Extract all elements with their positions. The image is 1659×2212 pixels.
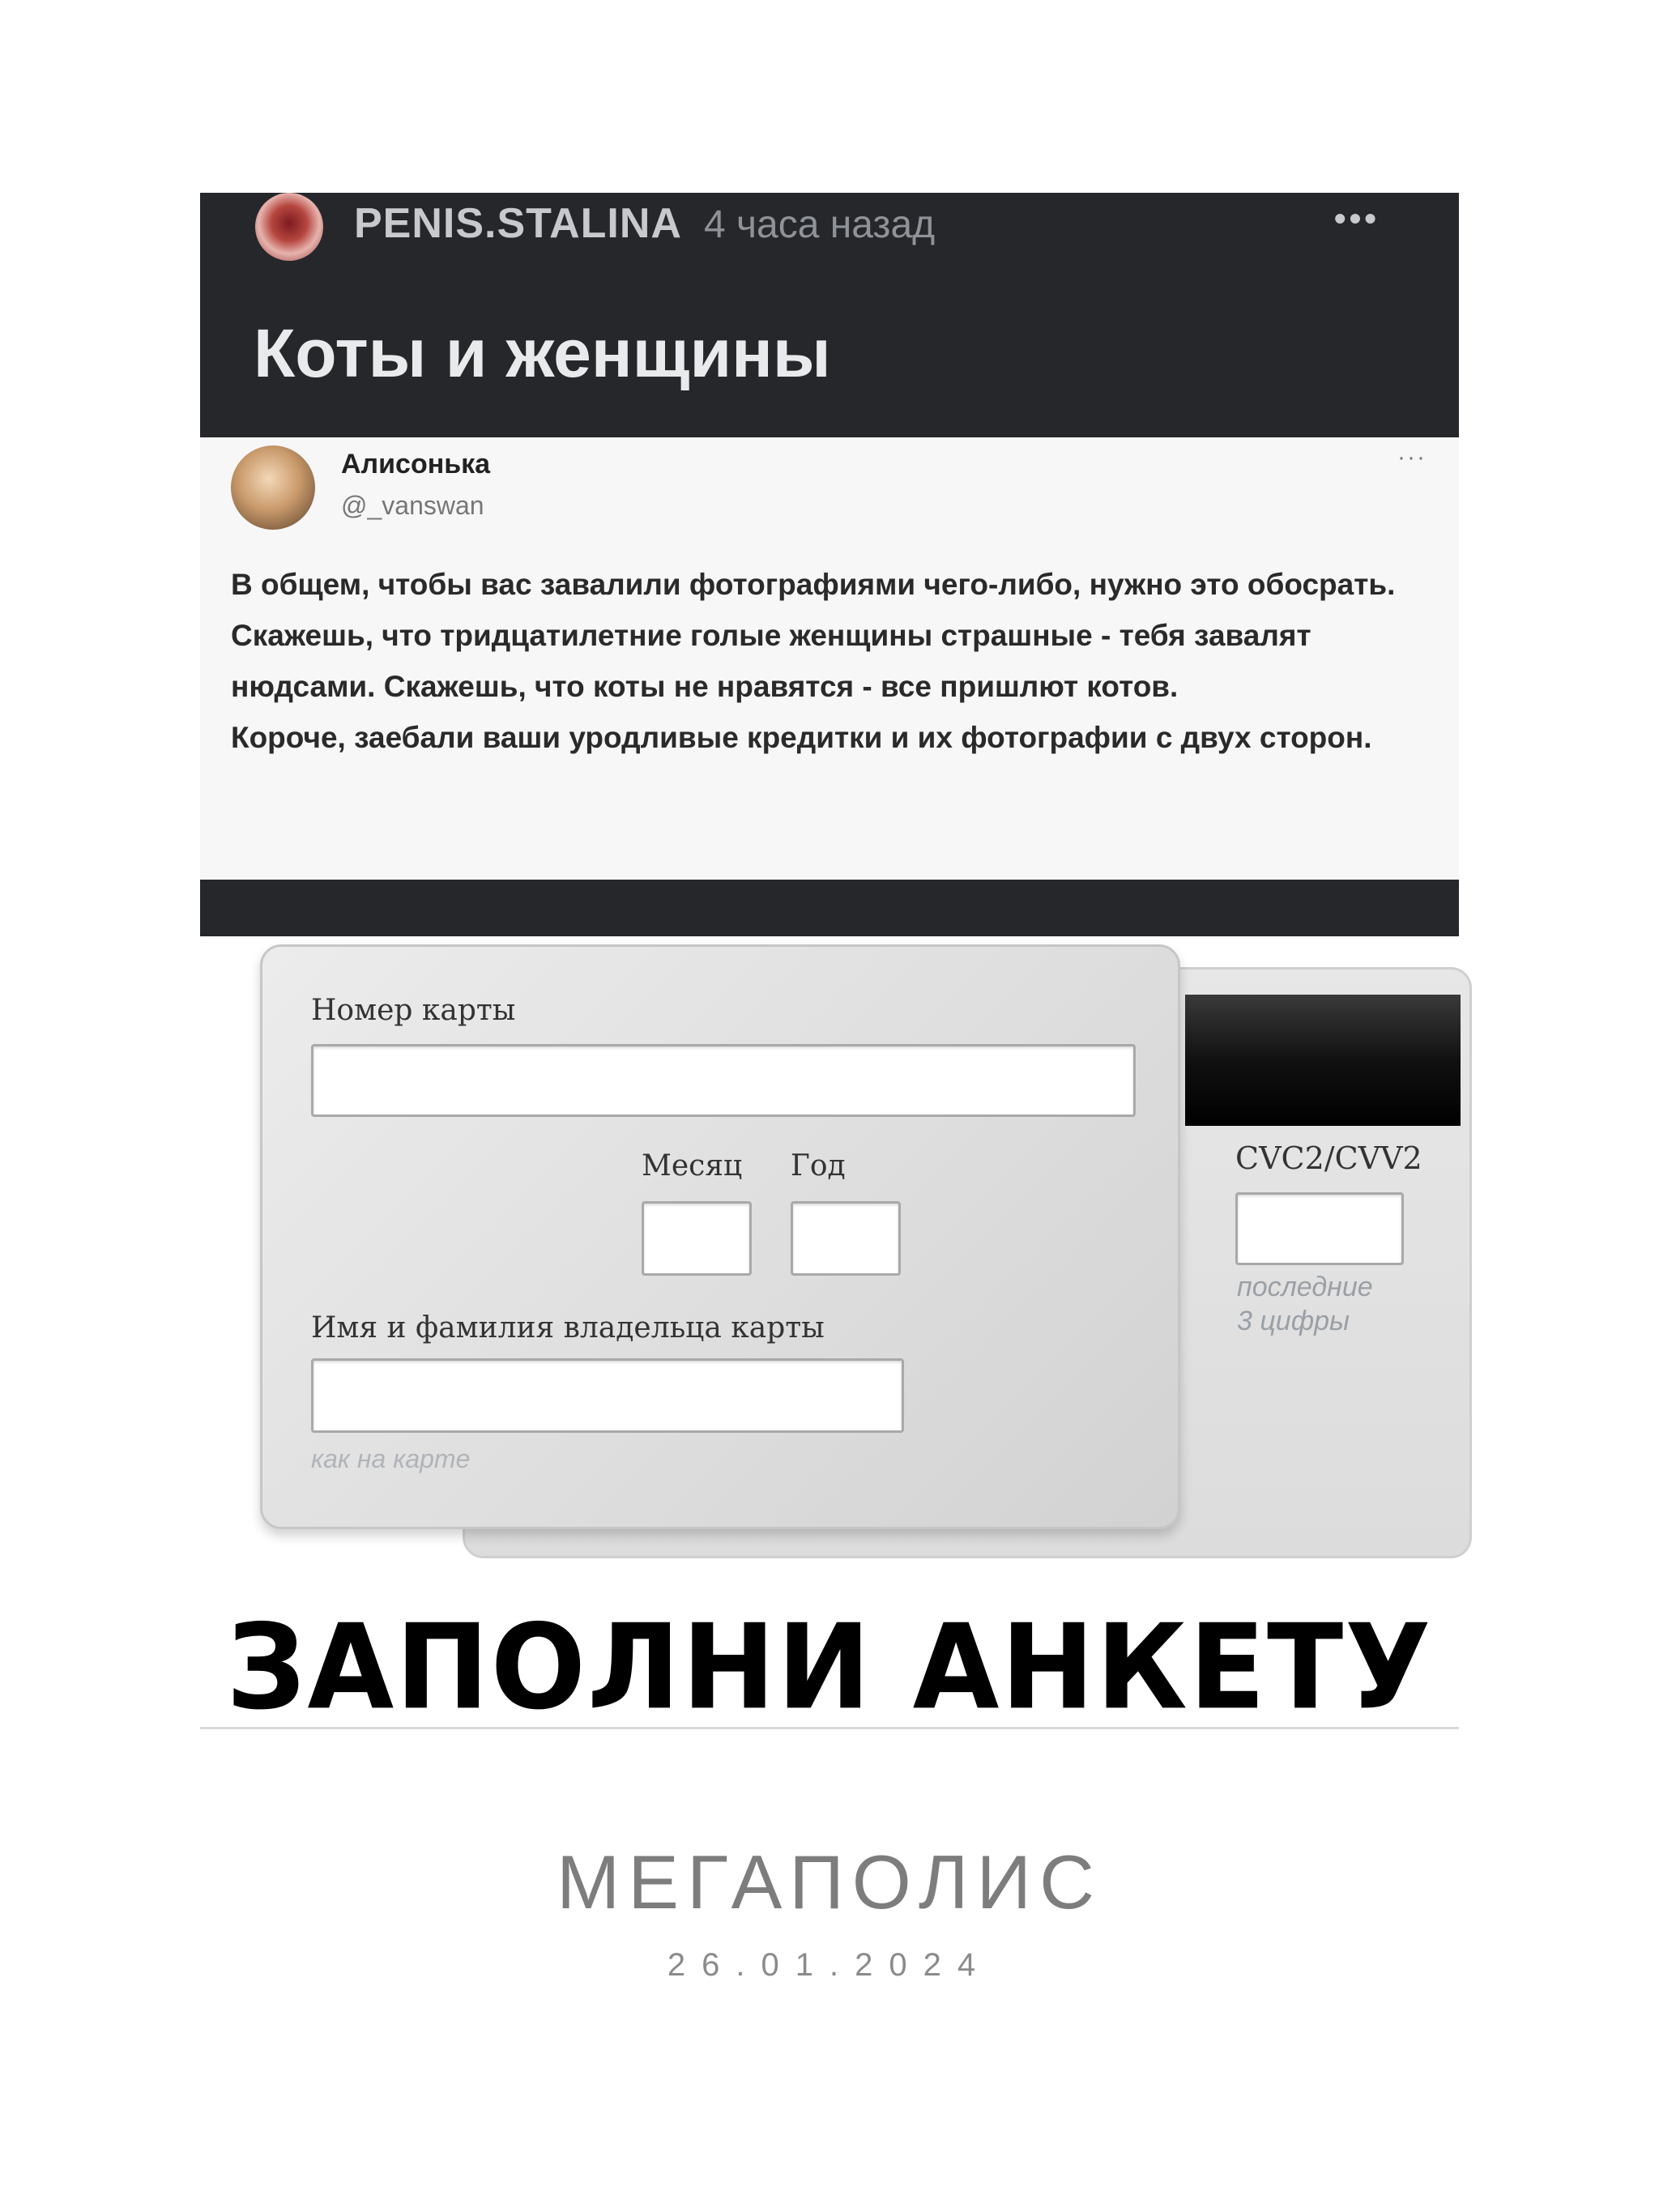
cvc-label: CVC2/CVV2 (1235, 1140, 1422, 1176)
cvc-hint: последние 3 цифры (1237, 1272, 1373, 1336)
year-field (791, 1201, 901, 1276)
magnetic-stripe (1185, 995, 1461, 1126)
tweet-author-handle: @_vanswan (341, 491, 484, 520)
tweet-more-icon: ··· (1397, 444, 1427, 471)
post-header (200, 193, 1459, 437)
meme-image (200, 193, 1459, 1737)
tweet-screenshot (200, 437, 1459, 880)
card-form-image (200, 936, 1459, 1591)
author-avatar[interactable] (255, 193, 323, 261)
post-timestamp: 4 часа назад (704, 203, 936, 246)
holder-hint: как на карте (311, 1444, 471, 1473)
year-label: Год (791, 1149, 846, 1183)
holder-label: Имя и фамилия владельца карты (311, 1311, 825, 1345)
card-number-label: Номер карты (311, 994, 516, 1027)
tweet-author-name: Алисонька (341, 449, 491, 479)
card-front (260, 944, 1180, 1529)
month-field (642, 1201, 752, 1276)
footer-brand: МЕГАПОЛИС (556, 1839, 1102, 1924)
more-options-icon[interactable]: ••• (1333, 199, 1380, 237)
footer-date: 26.01.2024 (667, 1947, 992, 1983)
tweet-avatar (231, 445, 315, 530)
meme-caption: ЗАПОЛНИ АНКЕТУ (226, 1598, 1433, 1737)
caption-area (200, 1591, 1459, 1737)
holder-field (311, 1358, 904, 1433)
author-name[interactable]: PENIS.STALINA (354, 200, 682, 247)
cvc-field (1235, 1192, 1404, 1265)
post-title: Коты и женщины (254, 315, 831, 391)
tweet-text: В общем, чтобы вас завалили фотографиями чего-либо, нужно это обосрать. Скажешь, что тридцатилетние голые женщины страшные - тебя завалят нюдсами. Скажешь, что коты не нравятся - все пришлют котов. Короче, заебали ваши уродливые кредитки и их фотографии с двух сторон. (231, 568, 1396, 754)
month-label: Месяц (642, 1149, 743, 1183)
card-number-field (311, 1044, 1136, 1117)
dark-divider (200, 880, 1459, 936)
